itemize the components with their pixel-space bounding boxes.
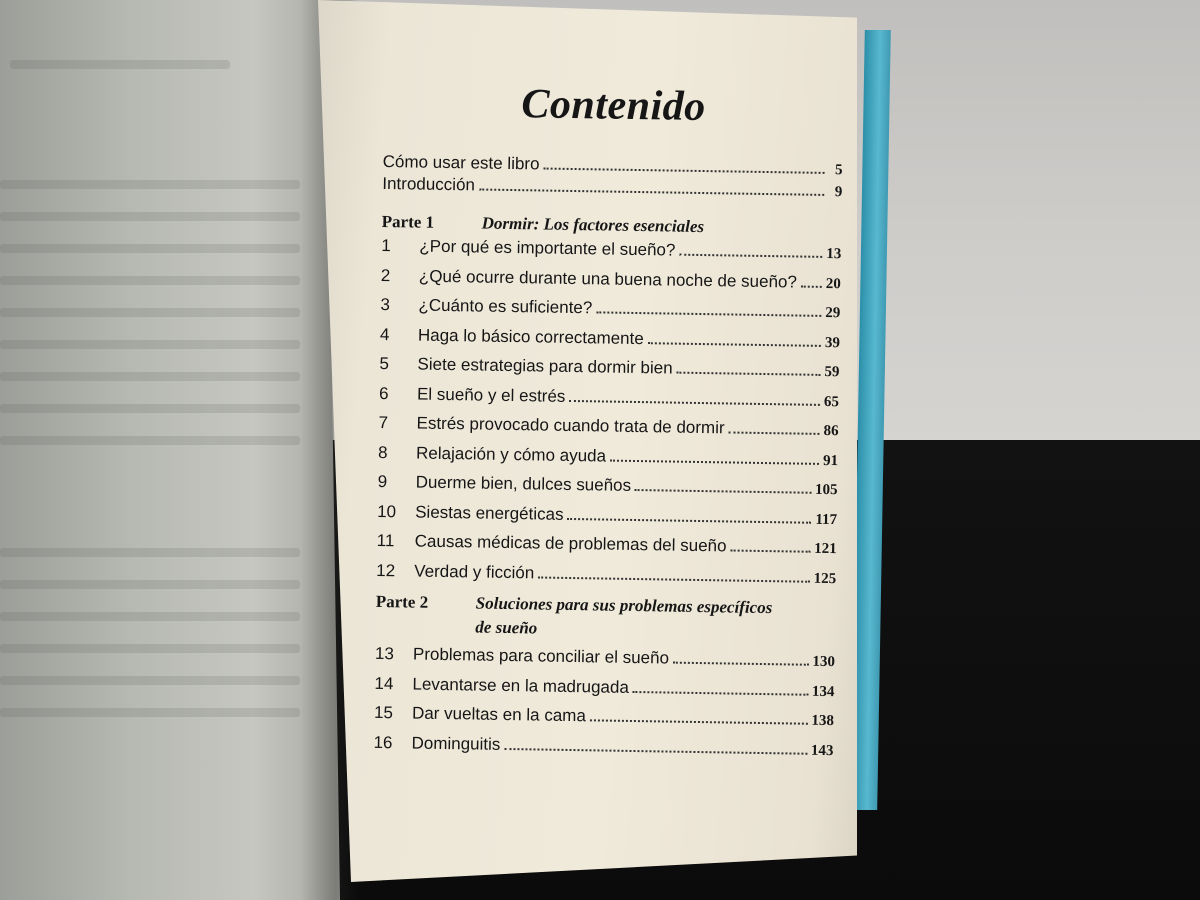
dot-leader — [729, 431, 820, 434]
page-number: 91 — [822, 452, 839, 469]
dot-leader — [673, 662, 808, 666]
chapter-number: 12 — [376, 560, 396, 580]
faded-text-line — [0, 276, 300, 285]
chapter-number: 7 — [378, 412, 389, 433]
faded-text-line — [0, 708, 300, 717]
faded-text-line — [10, 60, 230, 69]
chapter-number: 13 — [374, 643, 395, 664]
dot-leader — [504, 747, 807, 754]
dot-leader — [648, 342, 821, 347]
chapter-row — [373, 732, 833, 769]
page-number: 20 — [825, 275, 841, 292]
chapter-title: ¿Cuánto es suficiente? — [418, 295, 593, 318]
part-title — [475, 592, 772, 645]
part-label: Parte 2 — [375, 591, 429, 612]
page-number: 39 — [824, 334, 841, 351]
dot-leader — [538, 576, 809, 582]
chapter-number: 1 — [381, 235, 391, 256]
faded-text-line — [0, 212, 300, 221]
page-number: 86 — [823, 422, 839, 440]
dot-leader — [730, 550, 810, 553]
chapter-number: 9 — [377, 471, 388, 492]
page-number: 13 — [826, 245, 842, 263]
page-number: 105 — [814, 481, 838, 499]
dot-leader — [679, 254, 822, 258]
page-number: 125 — [813, 570, 837, 587]
chapter-title: Verdad y ficción — [414, 561, 535, 582]
dot-leader — [567, 517, 811, 523]
part-title: Dormir: Los factores esenciales — [481, 213, 705, 237]
chapter-title: El sueño y el estrés — [416, 384, 566, 406]
chapter-number: 2 — [380, 265, 391, 285]
chapter-title: Dominguitis — [411, 733, 501, 754]
chapter-title: Haga lo básico correctamente — [417, 325, 644, 348]
page-number: 29 — [825, 304, 841, 322]
chapter-number: 14 — [374, 673, 394, 693]
page-number: 130 — [812, 653, 836, 671]
faded-text-line — [0, 340, 300, 349]
table-of-contents — [373, 78, 844, 805]
page-number: 59 — [824, 363, 840, 381]
chapter-title: Estrés provocado cuando trata de dormir — [416, 413, 725, 438]
chapter-title: ¿Por qué es importante el sueño? — [419, 236, 676, 260]
chapter-number: 6 — [378, 383, 389, 403]
chapter-number: 8 — [377, 442, 388, 462]
faded-text-line — [0, 580, 300, 589]
faded-text-line — [0, 308, 300, 317]
chapter-number: 15 — [373, 702, 394, 723]
toc-title: Contenido — [521, 81, 707, 131]
chapter-number: 16 — [373, 732, 393, 752]
left-page — [0, 0, 340, 900]
faded-text-line — [0, 612, 300, 621]
dot-leader — [596, 311, 821, 317]
dot-leader — [677, 372, 821, 376]
faded-text-line — [0, 676, 300, 685]
chapter-number: 3 — [380, 294, 391, 315]
page-number: 134 — [811, 683, 835, 700]
faded-text-line — [0, 180, 300, 189]
faded-text-line — [0, 548, 300, 557]
dot-leader — [569, 399, 820, 405]
faded-text-line — [0, 436, 300, 445]
chapter-number: 5 — [379, 353, 390, 374]
entry-title: Introducción — [382, 173, 476, 195]
front-matter — [382, 152, 843, 203]
page-number: 117 — [815, 511, 838, 528]
part-title-line: de sueño — [475, 617, 538, 638]
chapter-number: 11 — [376, 530, 395, 551]
faded-text-line — [0, 372, 300, 381]
dot-leader — [479, 189, 824, 196]
chapter-title: ¿Qué ocurre durante una buena noche de sueño? — [418, 266, 798, 292]
page-number: 9 — [834, 184, 843, 201]
part-label: Parte 1 — [381, 211, 435, 232]
dot-leader — [635, 489, 811, 494]
page-number: 143 — [810, 742, 834, 759]
dot-leader — [801, 285, 822, 287]
chapter-title: Relajación y cómo ayuda — [415, 443, 607, 466]
dot-leader — [610, 459, 819, 464]
chapter-title: Siestas energéticas — [415, 502, 564, 524]
chapter-title: Problemas para conciliar el sueño — [412, 644, 670, 668]
faded-text-line — [0, 644, 300, 653]
page-number: 138 — [811, 712, 835, 730]
part-heading — [375, 590, 836, 645]
chapter-title: Duerme bien, dulces sueños — [415, 472, 632, 495]
dot-leader — [590, 719, 808, 724]
dot-leader — [543, 168, 824, 174]
faded-text-line — [0, 404, 300, 413]
entry-title: Cómo usar este libro — [382, 151, 540, 174]
page-number: 5 — [834, 162, 843, 179]
part-heading — [382, 212, 842, 239]
dot-leader — [633, 690, 808, 695]
chapter-number: 4 — [379, 324, 390, 344]
chapter-title: Dar vueltas en la cama — [411, 703, 587, 726]
faded-text-line — [0, 244, 300, 253]
part-title-line: Soluciones para sus problemas específicos — [475, 593, 773, 618]
page-number: 65 — [823, 393, 840, 410]
chapter-title: Causas médicas de problemas del sueño — [414, 531, 727, 556]
chapter-title: Levantarse en la madrugada — [412, 674, 630, 697]
chapter-title: Siete estrategias para dormir bien — [417, 354, 673, 378]
chapter-number: 10 — [377, 501, 397, 521]
page-number: 121 — [814, 540, 837, 558]
